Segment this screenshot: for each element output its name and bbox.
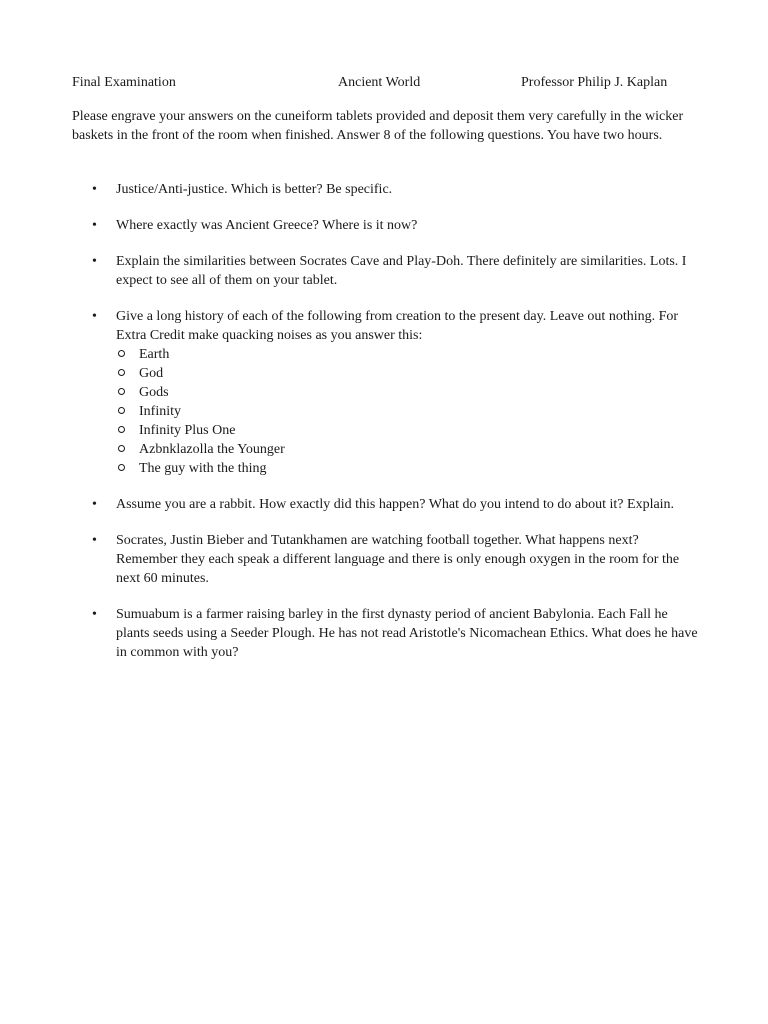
course-name: Ancient World xyxy=(338,75,421,90)
question-list xyxy=(72,180,702,679)
question-7 xyxy=(72,605,702,662)
question-text: Where exactly was Ancient Greece? Where is it now? xyxy=(116,218,418,233)
question-text: Justice/Anti-justice. Which is better? Be specific. xyxy=(116,182,393,197)
question-4 xyxy=(72,307,702,478)
question-2 xyxy=(72,216,702,235)
history-topic-item: Earth xyxy=(116,345,702,364)
exam-title: Final Examination xyxy=(72,75,176,90)
history-topic-item: God xyxy=(116,364,702,383)
history-topic-item: Infinity Plus One xyxy=(116,421,702,440)
question-text: Explain the similarities between Socrates Cave and Play-Doh. There definitely are similarities. Lots. I expect to see all of them on your tablet. xyxy=(116,254,687,288)
professor-name: Professor Philip J. Kaplan xyxy=(521,75,668,90)
question-6 xyxy=(72,531,702,588)
question-1 xyxy=(72,180,702,199)
exam-instructions: Please engrave your answers on the cuneiform tablets provided and deposit them very carefully in the wicker baskets in the front of the room when finished. Answer 8 of the following questions. You have two hours. xyxy=(72,109,684,143)
question-text: Socrates, Justin Bieber and Tutankhamen are watching football together. What happens next? Remember they each speak a different language and there is only enough oxygen in the room for the next 60 minutes. xyxy=(116,533,680,586)
exam-header xyxy=(72,74,712,92)
history-topic-list xyxy=(116,345,702,478)
history-topic-item: Gods xyxy=(116,383,702,402)
question-text: Give a long history of each of the following from creation to the present day. Leave out nothing. For Extra Credit make quacking noises as you answer this: xyxy=(116,309,679,343)
question-text: Assume you are a rabbit. How exactly did this happen? What do you intend to do about it? Explain. xyxy=(116,497,675,512)
question-5 xyxy=(72,495,702,514)
question-3 xyxy=(72,252,702,290)
history-topic-item: The guy with the thing xyxy=(116,459,702,478)
question-text: Sumuabum is a farmer raising barley in the first dynasty period of ancient Babylonia. Each Fall he plants seeds using a Seeder Plough. He has not read Aristotle's Nicomachean Ethics. What does he have in common with you? xyxy=(116,607,698,660)
history-topic-item: Infinity xyxy=(116,402,702,421)
history-topic-item: Azbnklazolla the Younger xyxy=(116,440,702,459)
